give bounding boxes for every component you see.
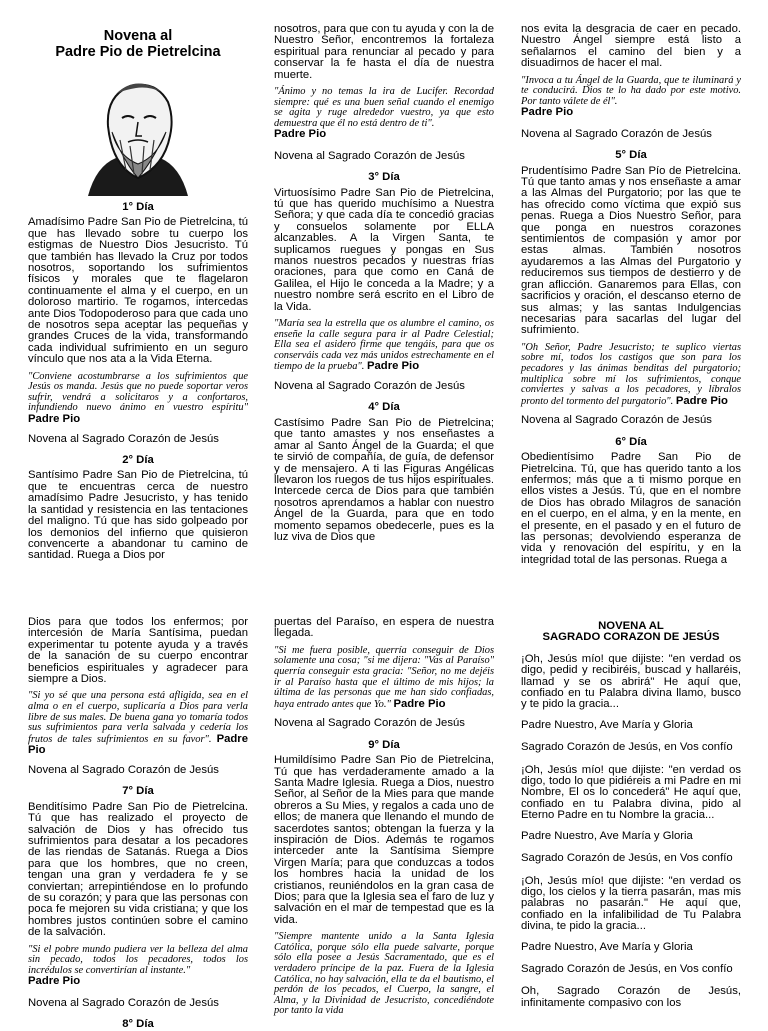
day-8-quote: "Si me fuera posible, querría conseguir de Dios solamente una cosa; "si me dijera: "Vas al Paraíso" querría conseguir esta gracia: "Señor, no me dejéis ir al Paraíso hasta que el último de mis hijos; la última de las personas que me han sido confiadas, haya entrado antes que Yo." Padre Pio xyxy=(274,644,494,710)
sagrado-confio-line: Sagrado Corazón de Jesús, en Vos confío xyxy=(521,852,733,865)
day-5-quote: "Oh Señor, Padre Jesucristo; te suplico viertas sobre mí, todos los castigos que son para los pecadores y las ánimas benditas del purgatorio; multiplica sobre mí los sufrimientos, conque conviertes y salvas a los pecadores, y líbralos pronto del tormento del purgatorio". Padre Pio xyxy=(521,341,741,407)
day-4-quote: "Invoca a tu Ángel de la Guarda, que te iluminará y te conducirá. Dios te lo ha dado por este motivo. Por tanto válete de él". xyxy=(521,74,741,107)
prayer-3: ¡Oh, Jesús mío! que dijiste: "en verdad os digo, los cielos y la tierra pasarán, mas mis palabras no pasarán." He aquí que, confiado en la infalibilidad de Tu Palabra divina, te pido la gracia... xyxy=(521,874,741,933)
padre-nuestro-line: Padre Nuestro, Ave María y Gloria xyxy=(521,829,693,842)
day-5-text: Prudentísimo Padre San Pío de Pietrelcina. Tú que tanto amas y nos enseñaste a amar a las Almas del Purgatorio; por las que te has ofrecido como víctima que expió sus penas. Ruega a Dios Nuestro Señor, para que ponga en nuestros corazones sentimientos de compasión y amor por estas almas. También nosotros ayudaremos a las Almas del Purgatorio y reduciremos sus tiempos de destierro y de gran aflicción. Ganaremos para Ellas, con sacrificios y oración, el descanso eterno de sus almas; y las santas Indulgencias necesarias para sacarlas del lugar del sufrimiento. xyxy=(521,164,741,337)
day-7-quote: "Si el pobre mundo pudiera ver la belleza del alma sin pecado, todos los pecadores, todos los incrédulos se convertirían al instante." xyxy=(28,943,248,976)
day-5-title: 5° Día xyxy=(615,149,647,162)
signature: Padre Pio xyxy=(675,394,728,407)
signature: Padre Pio xyxy=(521,106,574,119)
novena-line: Novena al Sagrado Corazón de Jesús xyxy=(274,380,465,393)
day-2-text: Santísimo Padre San Pio de Pietrelcina, tú que te encuentras cerca de nuestro amadísimo Padre Jesucristo, y has tenido la santidad y resistencia en las tentaciones del maligno. Tú que has sido golpeado por los demonios del infierno que quisieron convencerte a abandonar tu camino de santidad. Ruega a Dios por xyxy=(28,469,248,562)
signature: Padre Pio xyxy=(28,975,81,988)
day-8-title: 8° Día xyxy=(122,1018,154,1031)
novena-line: Novena al Sagrado Corazón de Jesús xyxy=(28,432,219,445)
sagrado-confio-line: Sagrado Corazón de Jesús, en Vos confío xyxy=(521,962,733,975)
day-7-title: 7° Día xyxy=(122,785,154,798)
signature: Padre Pio xyxy=(366,360,420,373)
sagrado-corazon-title: NOVENA AL SAGRADO CORAZON DE JESÚS xyxy=(542,620,720,644)
column-1-bottom xyxy=(28,616,248,1031)
column-1-top xyxy=(28,24,248,584)
day-3-text: Virtuosísimo Padre San Pio de Pietrelcina, tú que has querido muchísimo a Nuestra Señora; y que cada día te concedió gracias y consuelos solamente por ELLA alcanzables. A la Virgen Santa, te suplicamos ruegues y pongas en Sus manos nuestros pecados y nuestras frías oraciones, para que como en Caná de Galilea, el Hijo le conceda a la Madre; y a nuestro nombre será escrito en el Libro de la Vida. xyxy=(274,186,494,313)
day-2-quote: "Ánimo y no temas la ira de Lucifer. Recordad siempre: qué es una buen señal cuando el enemigo se agita y ruge alrededor vuestro, ya que esto demuestra que él no está dentro de ti". xyxy=(274,86,494,129)
signature: Padre Pio xyxy=(393,697,446,710)
day-4-text: Castísimo Padre San Pio de Pietrelcina; que tanto amastes y nos enseñastes a amar al Santo Ángel de la Guarda; el que te sirvió de compañía, de guía, de defensor y de mensajero. A ti las Figuras Angélicas llevaron los ruegos de tus hijos espirituales. Intercede cerca de Dios para que también nosotros aprendamos a hablar con nuestro Ángel de la Guarda, para que en todo momento sepamos obedecerle, pues es la luz viva de Dios que xyxy=(274,416,494,543)
page-title: Novena al Padre Pio de Pietrelcina xyxy=(55,28,221,60)
novena-line: Novena al Sagrado Corazón de Jesús xyxy=(28,996,219,1009)
column-2-top xyxy=(274,24,494,584)
novena-line: Novena al Sagrado Corazón de Jesús xyxy=(521,414,712,427)
day-9-quote: "Siempre mantente unido a la Santa Iglesia Católica, porque sólo ella puede salvarte, porque sólo ella posee a Jesús Sacramentado, que es el verdadero príncipe de la paz. Fuera de la Iglesia Católica, no hay salvación, ella te da el bautismo, el perdón de los pecados, el Cuerpo, la sangre, el Alma, y la Divinidad de Jesucristo, concediéndote por tanto la vida xyxy=(274,931,494,1017)
novena-line: Novena al Sagrado Corazón de Jesús xyxy=(274,717,465,730)
signature: Padre Pio xyxy=(28,413,81,426)
day-4-continued: nos evita la desgracia de caer en pecado. Nuestro Ángel siempre está listo a señalarnos el camino del bien y a disuadirnos de hacer el mal. xyxy=(521,23,741,70)
closing-prayer: Oh, Sagrado Corazón de Jesús, infinitamente compasivo con los xyxy=(521,985,741,1009)
day-3-title: 3° Día xyxy=(368,171,400,184)
day-2-title: 2° Día xyxy=(122,454,154,467)
signature: Padre Pio xyxy=(28,732,248,757)
padre-pio-portrait xyxy=(78,66,198,196)
sagrado-confio-line: Sagrado Corazón de Jesús, en Vos confío xyxy=(521,741,733,754)
day-8-continued: puertas del Paraíso, en espera de nuestra llegada. xyxy=(274,616,494,640)
day-2-continued: nosotros, para que con tu ayuda y con la de Nuestro Señor, encontremos la fortaleza espiritual para renunciar al pecado y para conservar la fe hasta el día de nuestra muerte. xyxy=(274,23,494,81)
prayer-2: ¡Oh, Jesús mío! que dijiste: "en verdad os digo, todo lo que pidiéreis a mi Padre en mi Nombre, El os lo concederá" He aquí que, confiado en tu Palabra divina, pido al Eterno Padre en tu Nombre la gracia... xyxy=(521,763,741,822)
novena-line: Novena al Sagrado Corazón de Jesús xyxy=(28,764,219,776)
day-1-title: 1° Día xyxy=(122,201,154,213)
padre-nuestro-line: Padre Nuestro, Ave María y Gloria xyxy=(521,718,693,731)
day-9-title: 9° Día xyxy=(368,738,400,751)
novena-line: Novena al Sagrado Corazón de Jesús xyxy=(521,127,712,140)
novena-line: Novena al Sagrado Corazón de Jesús xyxy=(274,149,465,162)
column-2-bottom xyxy=(274,617,494,1024)
signature: Padre Pio xyxy=(274,128,327,141)
day-3-quote: "María sea la estrella que os alumbre el camino, os enseñe la calle segura para ir al Padre Celestial; Ella sea el asidero firme que tengáis, para que os conserváis cada vez más unidos estrechamente en el tiempo de la prueba". Padre Pio xyxy=(274,318,494,373)
day-6-quote: "Si yo sé que una persona está afligida, sea en el alma o en el cuerpo, suplicaría a Dios para verla libre de sus males. De buena gana yo tomaría todos sus sufrimientos para verla salvada y cedería los frutos de tales sufrimientos en su favor". Padre Pio xyxy=(28,690,248,757)
day-6-continued: Dios para que todos los enfermos; por intercesión de María Santísima, puedan experimentar tu potente ayuda y a través de la sanación de su cuerpo encontrar beneficios espirituales y agradecer para siempre a Dios. xyxy=(28,616,248,686)
column-3-top xyxy=(521,24,741,584)
column-3-bottom xyxy=(521,617,741,1024)
day-6-title: 6° Día xyxy=(615,435,647,448)
day-7-text: Benditísimo Padre San Pio de Pietrelcina. Tú que has realizado el proyecto de salvación de Dios y has ofrecido tus sufrimientos para desatar a los pecadores de las riendas de Satanás. Ruega a Dios para que los hombres, que no creen, tengan una gran y verdadera fe y se conviertan; arrepintiéndose en lo profundo de su corazón; y para que las personas con poca fe mejoren su vida cristiana; y que los hombres justos continúen sobre el camino de la salvación. xyxy=(28,800,248,939)
day-6-text: Obedientísimo Padre San Pio de Pietrelcina. Tú, que has querido tanto a los enfermos; más que a ti mismo porque en ellos vistes a Jesús. Tú, que en el nombre de Dios has obrado Milagros de sanación en el cuerpo, en el alma, y en la mente, en el presente, en el pasado y en el futuro de las personas; devolviendo esperanza de vida y renovación del espíritu, y en la integridad total de las personas. Ruega a xyxy=(521,451,741,566)
day-1-text: Amadísimo Padre San Pio de Pietrelcina, tú que has llevado sobre tu cuerpo los estigmas de Nuestro Dios Jesucristo. Tú que también has llevado la Cruz por todos nosotros, soportando los sufrimientos físicos y morales que te flagelaron continuamente el alma y el cuerpo, en un doloroso martirio. Te rogamos, intercedas ante Dios Todopoderoso para que cada uno de nosotros sepa aceptar las pequeñas y grandes Cruces de la vida, transformando cada individual sufrimiento en un seguro vínculo que nos ata a la Vida Eterna. xyxy=(28,216,248,366)
prayer-1: ¡Oh, Jesús mío! que dijiste: "en verdad os digo, pedid y recibiréis, buscad y hallaréis, llamad y se os abrirá" He aquí que, confiado en tu Palabra divina llamo, busco y te pido la gracia... xyxy=(521,652,741,711)
day-1-quote: "Conviene acostumbrarse a los sufrimientos que Jesús os manda. Jesús que no puede soportar veros sufrir, vendrá a solicitaros y a confortaros, infundiendo nuevo ánimo en vuestro espíritu" Padre Pio xyxy=(28,370,248,426)
padre-nuestro-line: Padre Nuestro, Ave María y Gloria xyxy=(521,940,693,953)
day-9-text: Humildísimo Padre San Pio de Pietrelcina, Tú que has verdaderamente amado a la Santa Madre Iglesia. Ruega a Dios, nuestro Señor, al Señor de la Mies para que mande obreros a Su Mies, y regalos a cada uno de ellos; de manera que llenando el mundo de sacerdotes santos; obtengan la fuerza y la inspiración de Dios. Además te rogamos interceder ante la Santísima Siempre Virgen María; para que conduzcas a todos los hombres hacia la unidad de los cristianos, reuniéndolos en la gran casa de Dios; para que la Iglesia sea el faro de luz y salvación en el mar de tempestad que es la vida. xyxy=(274,754,494,926)
day-4-title: 4° Día xyxy=(368,401,400,414)
